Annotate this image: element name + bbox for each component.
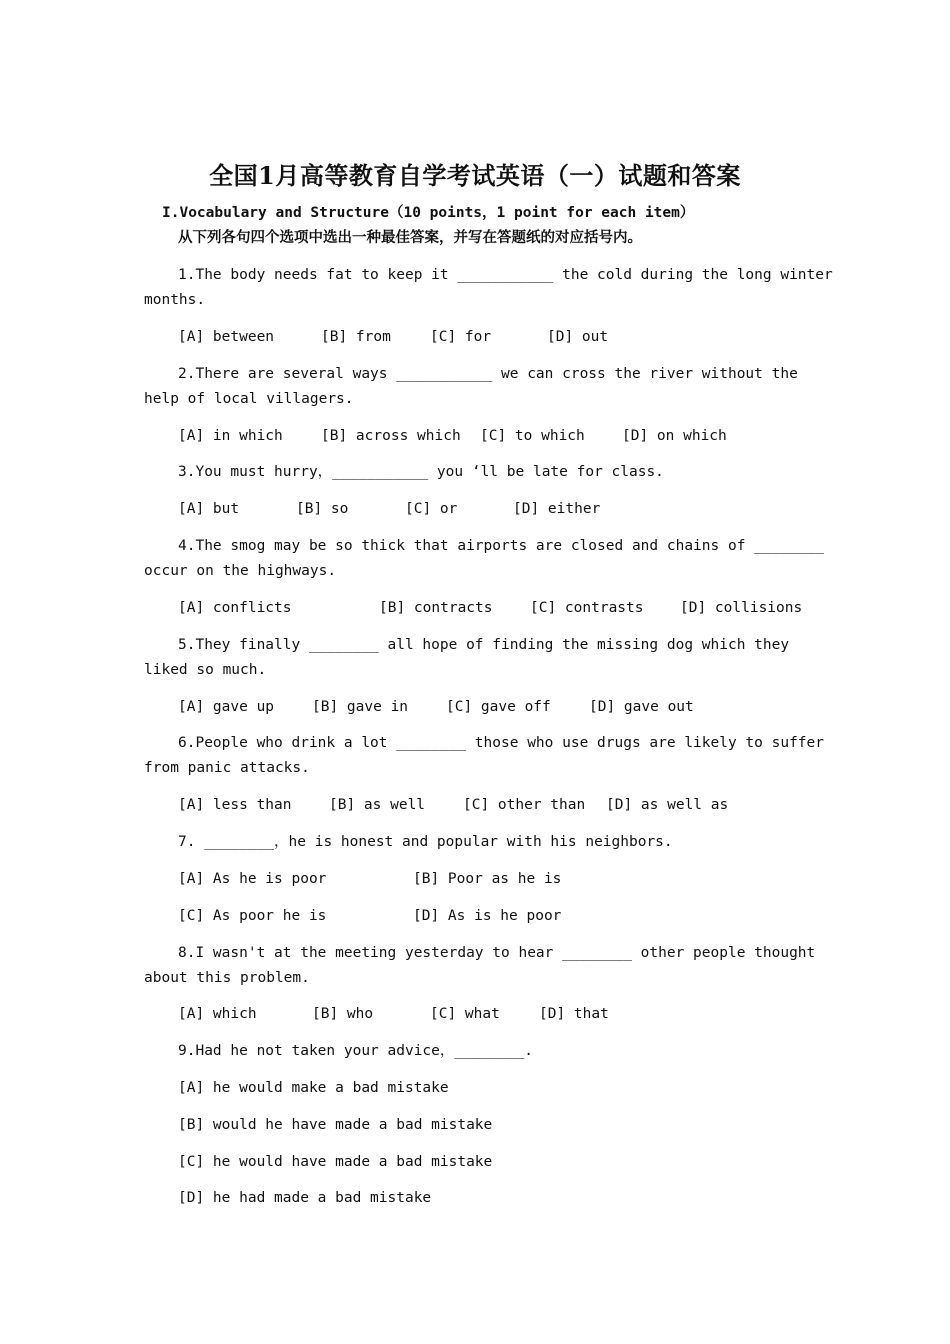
question-3-option-c: [C] or [405,501,458,517]
question-9-option-a: [A] he would make a bad mistake [178,1080,449,1096]
question-5-option-b: [B] gave in [312,699,409,715]
question-1-text: 1.The body needs fat to keep it ___________ the cold during the long winter [178,267,833,283]
question-3-option-d: [D] either [513,501,601,517]
question-3-option-b: [B] so [296,501,349,517]
question-2-option-c: [C] to which [480,428,585,444]
question-2-text-cont: help of local villagers. [144,391,354,407]
question-5-option-a: [A] gave up [178,699,275,715]
question-8-text: 8.I wasn't at the meeting yesterday to hear ________ other people thought [178,945,816,961]
question-7-text: 7. ________，he is honest and popular with his neighbors. [178,834,673,850]
question-6-option-a: [A] less than [178,797,292,813]
question-5-text: 5.They finally ________ all hope of finding the missing dog which they [178,637,790,653]
question-4-text-cont: occur on the highways. [144,563,337,579]
question-5-option-c: [C] gave off [446,699,551,715]
question-6-option-d: [D] as well as [606,797,729,813]
question-8-option-c: [C] what [430,1006,500,1022]
question-4-option-b: [B] contracts [379,600,493,616]
question-1-option-c: [C] for [430,329,492,345]
question-9-option-b: [B] would he have made a bad mistake [178,1117,493,1133]
question-6-text-cont: from panic attacks. [144,760,310,776]
question-2-text: 2.There are several ways ___________ we can cross the river without the [178,366,798,382]
question-1-option-b: [B] from [321,329,391,345]
section-instruction: 从下列各句四个选项中选出一种最佳答案，并写在答题纸的对应括号内。 [178,230,642,246]
question-5-text-cont: liked so much. [144,662,267,678]
question-6-option-c: [C] other than [463,797,586,813]
question-8-option-d: [D] that [539,1006,609,1022]
question-8-option-b: [B] who [312,1006,374,1022]
question-2-option-b: [B] across which [321,428,461,444]
question-4-option-a: [A] conflicts [178,600,292,616]
question-7-option-a: [A] As he is poor [178,871,327,887]
question-5-option-d: [D] gave out [589,699,694,715]
question-1-text-cont: months. [144,292,206,308]
question-3-option-a: [A] but [178,501,240,517]
question-6-text: 6.People who drink a lot ________ those who use drugs are likely to suffer [178,735,825,751]
question-4-text: 4.The smog may be so thick that airports are closed and chains of ________ [178,538,825,554]
question-4-option-c: [C] contrasts [530,600,644,616]
question-9-option-d: [D] he had made a bad mistake [178,1190,432,1206]
question-1-option-d: [D] out [547,329,609,345]
section-heading: I.Vocabulary and Structure（10 points，1 point for each item） [162,205,695,221]
question-4-option-d: [D] collisions [680,600,803,616]
question-2-option-d: [D] on which [622,428,727,444]
question-6-option-b: [B] as well [329,797,426,813]
question-7-option-c: [C] As poor he is [178,908,327,924]
question-1-option-a: [A] between [178,329,275,345]
question-8-option-a: [A] which [178,1006,257,1022]
question-9-option-c: [C] he would have made a bad mistake [178,1154,493,1170]
question-9-text: 9.Had he not taken your advice，________. [178,1043,533,1059]
page-title: 全国1月高等教育自学考试英语（一）试题和答案 [209,161,741,190]
question-2-option-a: [A] in which [178,428,283,444]
question-8-text-cont: about this problem. [144,970,310,986]
question-3-text: 3.You must hurry，___________ you ‘ll be late for class. [178,464,664,480]
question-7-option-b: [B] Poor as he is [413,871,562,887]
question-7-option-d: [D] As is he poor [413,908,562,924]
